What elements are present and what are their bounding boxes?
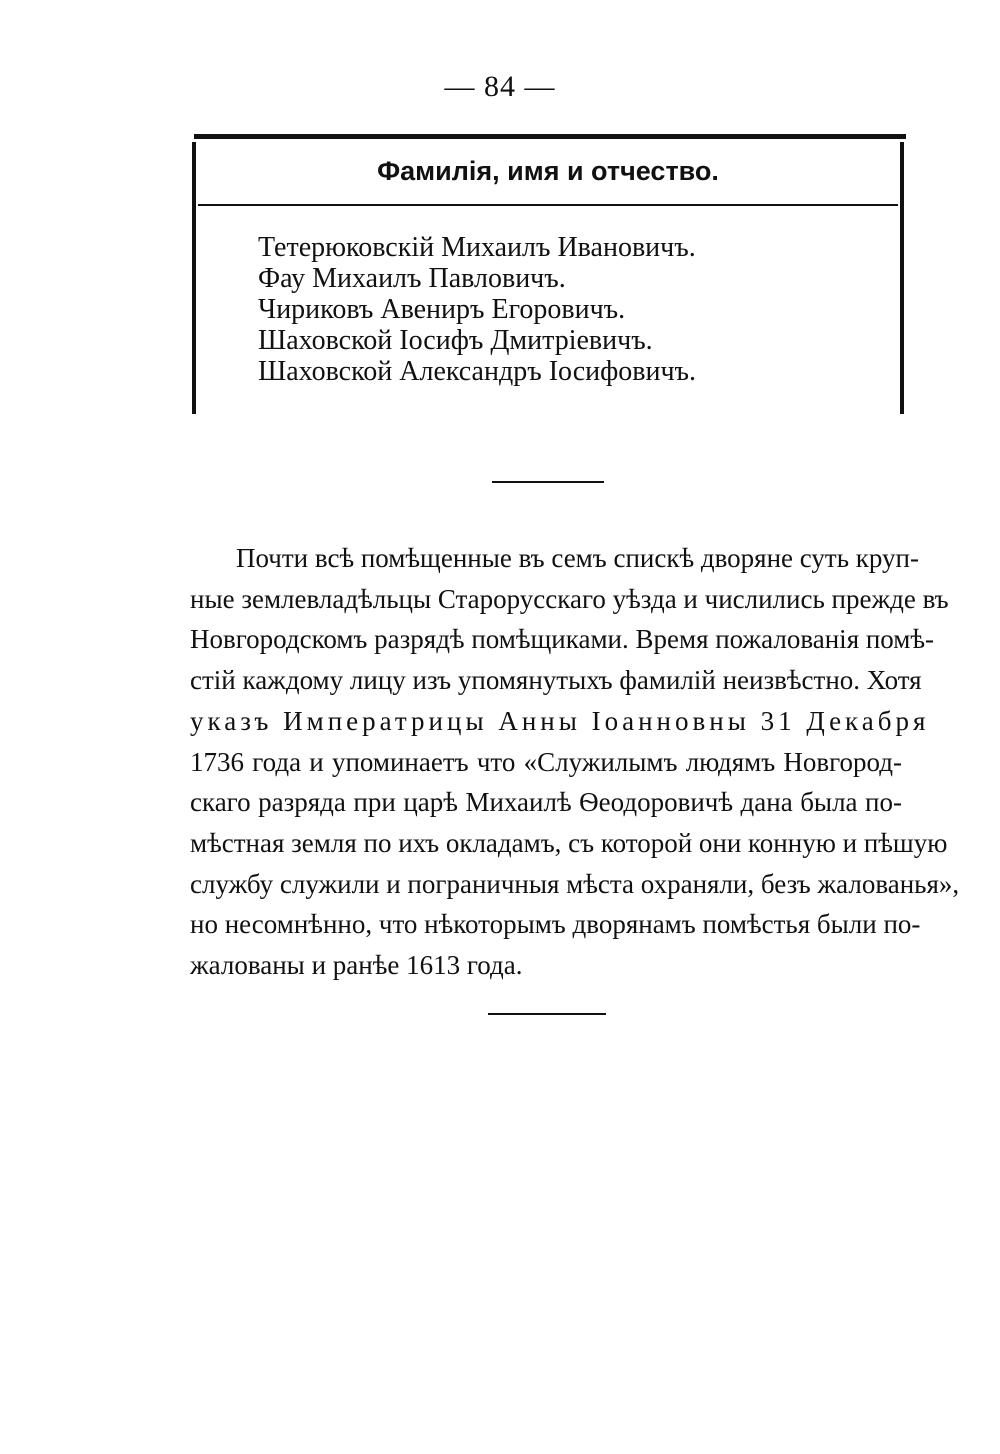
header-rule [198, 204, 898, 206]
paragraph-line: службу служили и пограничныя мѣста охраняли, безъ жалованья», [190, 868, 960, 899]
list-item: Фау Михаилъ Павловичъ. [258, 263, 566, 294]
section-divider [488, 1013, 606, 1015]
table-top-rule [194, 134, 906, 139]
paragraph-line: но несомнѣнно, что нѣкоторымъ дворянамъ помѣстья были по- [190, 909, 921, 940]
paragraph-line: Новгородскомъ разрядѣ помѣщиками. Время пожалованія помѣ- [190, 624, 935, 655]
paragraph-line: стій каждому лицу изъ упомянутыхъ фамилій неизвѣстно. Хотя [190, 665, 922, 696]
list-item: Шаховской Іосифъ Дмитріевичъ. [258, 325, 653, 356]
paragraph-line: мѣстная земля по ихъ окладамъ, съ которой они конную и пѣшую [190, 827, 948, 858]
paragraph-line: жалованы и ранѣе 1613 года. [190, 950, 523, 981]
paragraph-line: 1736 года и упоминаетъ что «Служилымъ людямъ Новгород- [190, 746, 902, 777]
name-list [258, 232, 696, 387]
paragraph-line: скаго разряда при царѣ Михаилѣ Ѳеодоровичѣ дана была по- [190, 787, 902, 818]
list-item: Тетерюковскій Михаилъ Ивановичъ. [258, 232, 696, 263]
names-table [188, 134, 906, 414]
body-paragraph [190, 538, 960, 986]
section-divider [492, 481, 604, 483]
paragraph-line: ные землевладѣльцы Старорусскаго уѣзда и числились прежде въ [190, 583, 949, 614]
paragraph-line: указъ Императрицы Анны Іоанновны 31 Декабря [190, 705, 930, 736]
table-right-rule [900, 142, 904, 414]
list-item: Чириковъ Авениръ Егоровичъ. [258, 294, 626, 325]
list-item: Шаховской Александръ Іосифовичъ. [258, 356, 697, 387]
column-header: Фамилія, имя и отчество. [377, 156, 719, 186]
page-number: — 84 — [444, 70, 556, 103]
paragraph-line: Почти всѣ помѣщенные въ семъ спискѣ дворяне суть круп- [236, 543, 919, 573]
table-left-rule [192, 142, 196, 414]
